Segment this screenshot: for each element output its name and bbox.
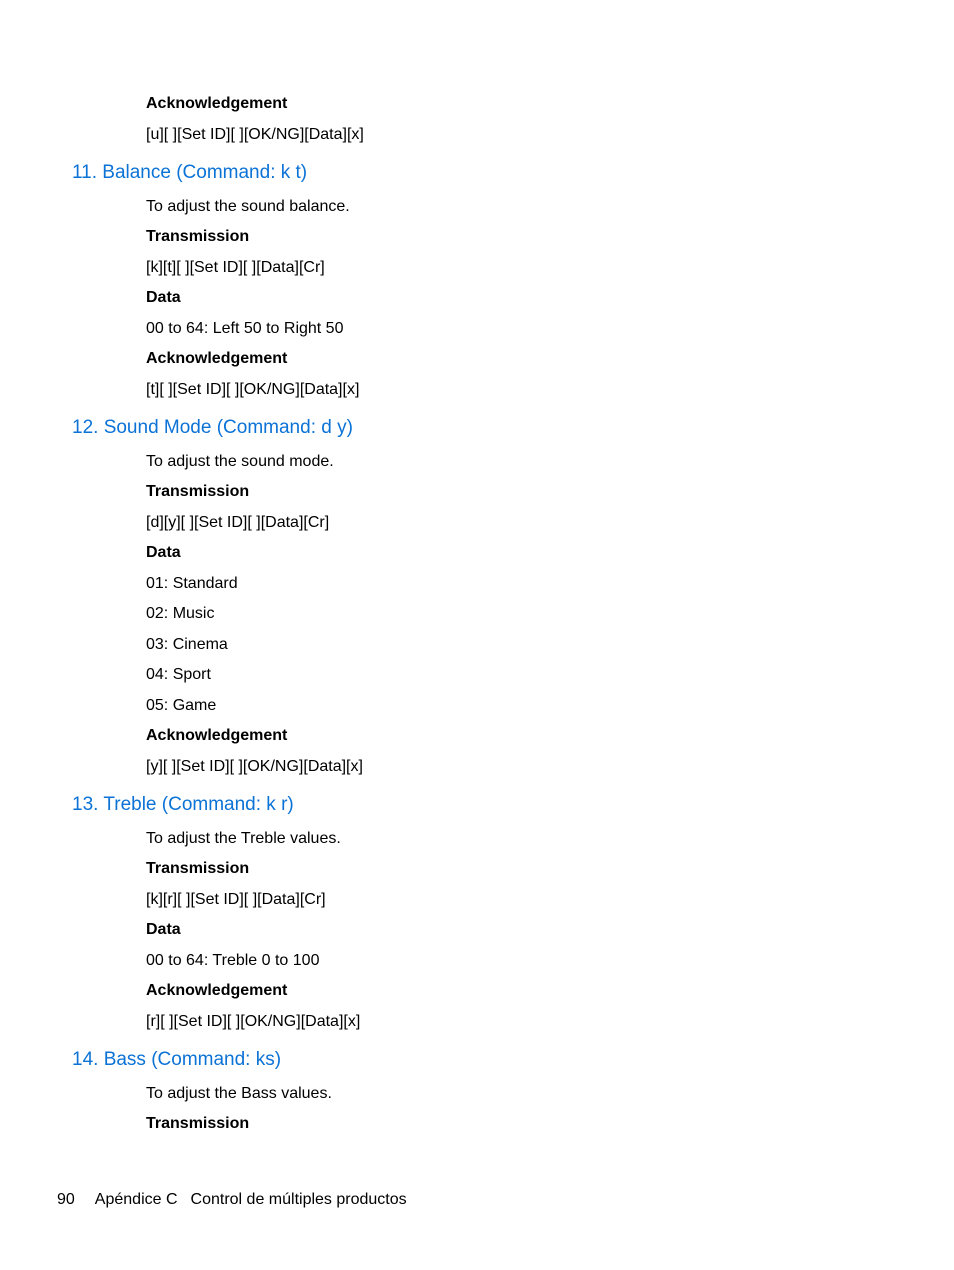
section-14-desc: To adjust the Bass values.: [146, 1085, 332, 1102]
section-12-data-value: 03: Cinema: [146, 636, 228, 653]
section-11-desc: To adjust the sound balance.: [146, 198, 350, 215]
page-number: 90: [57, 1191, 75, 1208]
section-13-ack-label: Acknowledgement: [146, 982, 288, 999]
section-11-heading: 11. Balance (Command: k t): [72, 162, 308, 183]
section-13-heading: 13. Treble (Command: k r): [72, 794, 294, 815]
section-13-desc: To adjust the Treble values.: [146, 830, 341, 847]
section-14-heading: 14. Bass (Command: ks): [72, 1049, 282, 1070]
section-13-ack-value: [r][ ][Set ID][ ][OK/NG][Data][x]: [146, 1013, 361, 1030]
section-11-ack-label: Acknowledgement: [146, 350, 288, 367]
intro-ack-label: Acknowledgement: [146, 95, 288, 112]
section-13-transmission-label: Transmission: [146, 860, 250, 877]
section-12-ack-value: [y][ ][Set ID][ ][OK/NG][Data][x]: [146, 758, 363, 775]
section-12-data-value: 04: Sport: [146, 666, 211, 683]
section-12-transmission-value: [d][y][ ][Set ID][ ][Data][Cr]: [146, 514, 330, 531]
section-14-transmission-label: Transmission: [146, 1115, 250, 1132]
section-12-data-label: Data: [146, 544, 181, 561]
intro-ack-value: [u][ ][Set ID][ ][OK/NG][Data][x]: [146, 126, 364, 143]
section-13-transmission-value: [k][r][ ][Set ID][ ][Data][Cr]: [146, 891, 326, 908]
section-11-transmission-label: Transmission: [146, 228, 250, 245]
section-11-transmission-value: [k][t][ ][Set ID][ ][Data][Cr]: [146, 259, 325, 276]
chapter-title: Control de múltiples productos: [190, 1191, 407, 1208]
page-footer: [57, 1190, 407, 1210]
section-11-ack-value: [t][ ][Set ID][ ][OK/NG][Data][x]: [146, 381, 360, 398]
section-12-data-value: 02: Music: [146, 605, 215, 622]
appendix-label: Apéndice C: [94, 1191, 178, 1208]
section-12-transmission-label: Transmission: [146, 483, 250, 500]
section-12-data-value: 01: Standard: [146, 575, 238, 592]
section-13-data-label: Data: [146, 921, 181, 938]
section-11-data-value: 00 to 64: Left 50 to Right 50: [146, 320, 344, 337]
section-12-ack-label: Acknowledgement: [146, 727, 288, 744]
section-12-desc: To adjust the sound mode.: [146, 453, 334, 470]
section-12-heading: 12. Sound Mode (Command: d y): [72, 417, 353, 438]
section-13-data-value: 00 to 64: Treble 0 to 100: [146, 952, 320, 969]
section-12-data-value: 05: Game: [146, 697, 217, 714]
section-11-data-label: Data: [146, 289, 181, 306]
